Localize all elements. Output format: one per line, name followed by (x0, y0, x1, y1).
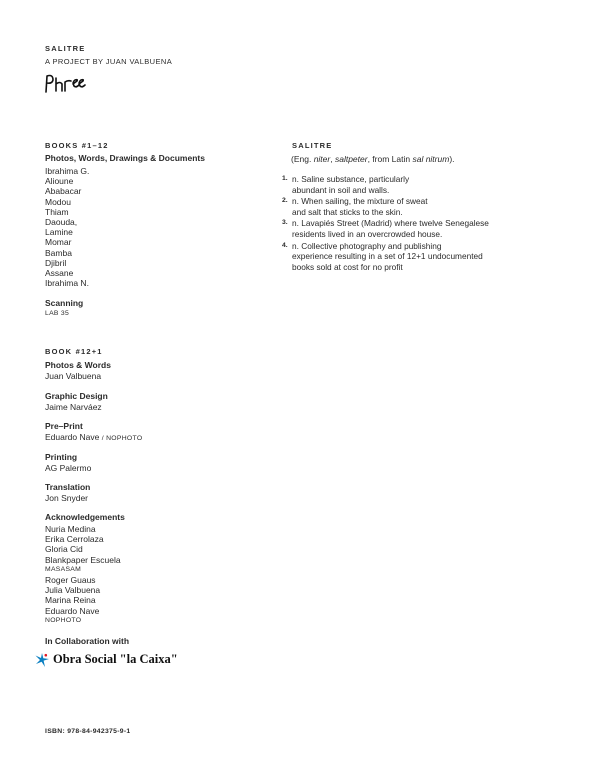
contributor-name: Bamba (45, 247, 72, 258)
definition-line: n. Lavapiés Street (Madrid) where twelve Senegalese (292, 218, 489, 229)
photos-words-value: Juan Valbuena (45, 371, 102, 381)
definition-line: residents lived in an overcrowded house. (292, 228, 443, 239)
contributor-name: Ababacar (45, 186, 82, 197)
pre-print-value (45, 432, 142, 444)
printing-title: Printing (45, 452, 78, 462)
pre-print-name: Eduardo Nave (45, 432, 100, 442)
contributor-name: Ibrahima N. (45, 278, 89, 289)
definition-number: 2. (282, 197, 288, 205)
definition-line: books sold at cost for no profit (292, 261, 403, 272)
etymology-pre: (Eng. (291, 154, 314, 164)
acknowledgement-name: Marina Reina (45, 595, 96, 606)
definition-number: 3. (282, 219, 288, 227)
definition-list (282, 174, 552, 273)
acknowledgement-name: Gloria Cid (45, 544, 83, 555)
definition-number: 1. (282, 175, 288, 182)
scanning-value: LAB 35 (45, 310, 70, 317)
definition-line: n. Collective photography and publishing (292, 240, 442, 251)
project-title: SALITRE (45, 44, 86, 53)
etymology-niter: niter (313, 154, 331, 164)
contributor-name: Alioune (45, 176, 74, 187)
contributor-name: Assane (45, 268, 74, 279)
contributor-name: Modou (45, 196, 71, 207)
translation-value: Jon Snyder (45, 493, 88, 503)
contributor-name: Djibril (45, 257, 67, 268)
acknowledgement-name: Roger Guaus (45, 575, 96, 586)
star-icon (34, 652, 50, 668)
signature-graphic (44, 72, 88, 94)
printing-value: AG Palermo (45, 463, 92, 473)
definition-line: n. Saline substance, particularly (292, 174, 410, 184)
definition-line: and salt that sticks to the skin. (292, 206, 403, 217)
la-caixa-logo (34, 651, 178, 669)
logo-text: Obra Social "la Caixa" (53, 652, 178, 667)
etymology-saltpeter: saltpeter (334, 154, 368, 164)
isbn: ISBN: 978-84-942375-9-1 (45, 728, 131, 735)
acknowledgement-name: Erika Cerrolaza (45, 534, 104, 545)
definition-item (282, 218, 552, 239)
contributor-name: Thiam (45, 206, 69, 217)
scanning-title: Scanning (45, 298, 84, 308)
acknowledgement-name: NOPHOTO (45, 616, 82, 624)
pre-print-suffix: / NOPHOTO (101, 435, 143, 442)
etymology-from: , from Latin (367, 154, 413, 164)
contributor-name: Ibrahima G. (45, 166, 90, 176)
books-1-12-group-title: Photos, Words, Drawings & Documents (45, 153, 205, 163)
definition-heading: SALITRE (292, 141, 333, 150)
handwritten-signature (44, 72, 88, 99)
etymology (291, 154, 455, 164)
contributor-name: Daouda, (45, 217, 78, 228)
definition-line: abundant in soil and walls. (292, 184, 390, 195)
acknowledgements-title: Acknowledgements (45, 512, 125, 522)
pre-print-title: Pre–Print (45, 421, 83, 431)
acknowledgement-name: MASASAM (45, 565, 82, 573)
photos-words-title: Photos & Words (45, 360, 111, 370)
definition-line: experience resulting in a set of 12+1 undocumented (292, 251, 483, 262)
collaboration-title: In Collaboration with (45, 636, 130, 646)
acknowledgement-name: Blankpaper Escuela (45, 554, 121, 565)
definition-item (282, 174, 552, 195)
book-12-1-heading: BOOK #12+1 (45, 347, 103, 356)
translation-title: Translation (45, 482, 91, 492)
acknowledgement-name: Julia Valbuena (45, 585, 101, 596)
etymology-mid: , (330, 154, 335, 164)
contributor-name: Momar (45, 237, 72, 248)
definition-line: n. When sailing, the mixture of sweat (292, 196, 428, 207)
acknowledgement-name: Eduardo Nave (45, 605, 100, 616)
definition-item (282, 196, 552, 217)
acknowledgement-name: Nuria Medina (45, 524, 96, 534)
books-1-12-names (45, 166, 89, 288)
etymology-latin: sal nitrum (412, 154, 450, 164)
books-1-12-heading: BOOKS #1–12 (45, 141, 109, 150)
etymology-post: ). (449, 154, 455, 164)
project-subtitle: A PROJECT BY JUAN VALBUENA (45, 57, 173, 66)
definition-number: 4. (282, 241, 288, 249)
graphic-design-title: Graphic Design (45, 391, 108, 401)
acknowledgements-list (45, 524, 121, 626)
graphic-design-value: Jaime Narváez (45, 402, 102, 412)
contributor-name: Lamine (45, 227, 73, 238)
definition-item (282, 240, 552, 273)
